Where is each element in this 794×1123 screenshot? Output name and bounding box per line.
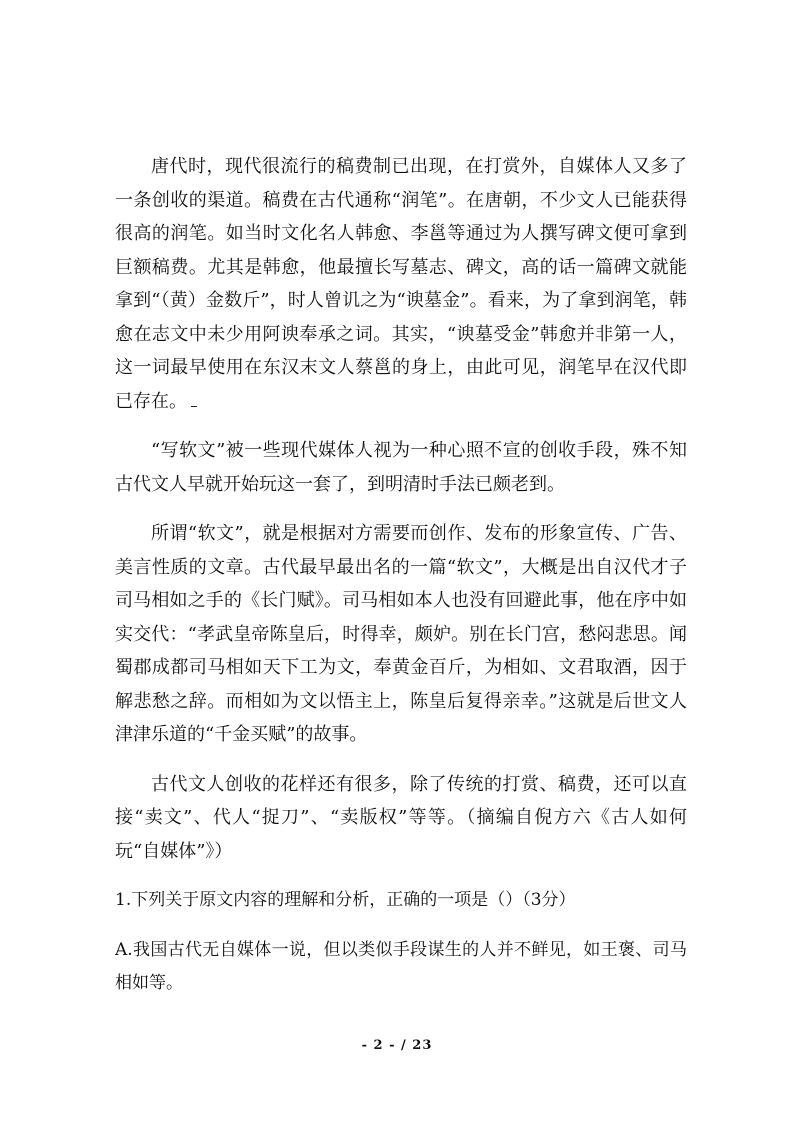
question-option-a: A.我国古代无自媒体一说，但以类似手段谋生的人并不鲜见，如王褒、司马相如等。: [115, 939, 687, 993]
paragraph-ruanwen-definition: 所谓“软文”，就是根据对方需要而创作、发布的形象宣传、广告、美言性质的文章。古代最早最出名的一篇“软文”，大概是出自汉代才子司马相如之手的《长门赋》。司马相如本人也没有回避此事，他在序中如实交代：“孝武皇帝陈皇后，时得幸，颇妒。别在长门宫，愁闷悲思。闻蜀郡成都司马相如天下工为文，奉黄金百斤，为相如、文君取酒，因于解悲愁之辞。而相如为文以悟主上，陈皇后复得亲幸。”这就是后世文人津津乐道的“千金买赋”的故事。: [115, 523, 687, 745]
page-number: - 2 - / 23: [361, 1038, 433, 1053]
paragraph-runbi-text: 唐代时，现代很流行的稿费制已出现，在打赏外，自媒体人又多了一条创收的渠道。稿费在古代通称“润笔”。在唐朝，不少文人已能获得很高的润笔。如当时文化名人韩愈、李邕等通过为人撰写碑文便可拿到巨额稿费。尤其是韩愈，他最擅长写墓志、碑文，高的话一篇碑文就能拿到“（黄）金数斤”，时人曾讥之为“谀墓金”。看来，为了拿到润笔，韩愈在志文中未少用阿谀奉承之词。其实，“谀墓受金”韩愈并非第一人，这一词最早使用在东汉末文人蔡邕的身上，由此可见，润笔早在汉代即已存在。: [115, 156, 687, 412]
question-stem: 1.下列关于原文内容的理解和分析，正确的一项是（）（3分）: [115, 890, 576, 910]
paragraph-other-income: 古代文人创收的花样还有很多，除了传统的打赏、稿费，还可以直接“卖文”、代人“捉刀”、“卖版权”等等。（摘编自倪方六《古人如何玩“自媒体”》）: [115, 773, 687, 862]
article-body: [115, 150, 687, 1000]
underscore-mark: [191, 406, 197, 407]
paragraph-runbi: [115, 150, 687, 418]
paragraph-ruanwen-intro: “写软文”被一些现代媒体人视为一种心照不宣的创收手段，殊不知古代文人早就开始玩这一套了，到明清时手法已颇老到。: [115, 440, 687, 495]
